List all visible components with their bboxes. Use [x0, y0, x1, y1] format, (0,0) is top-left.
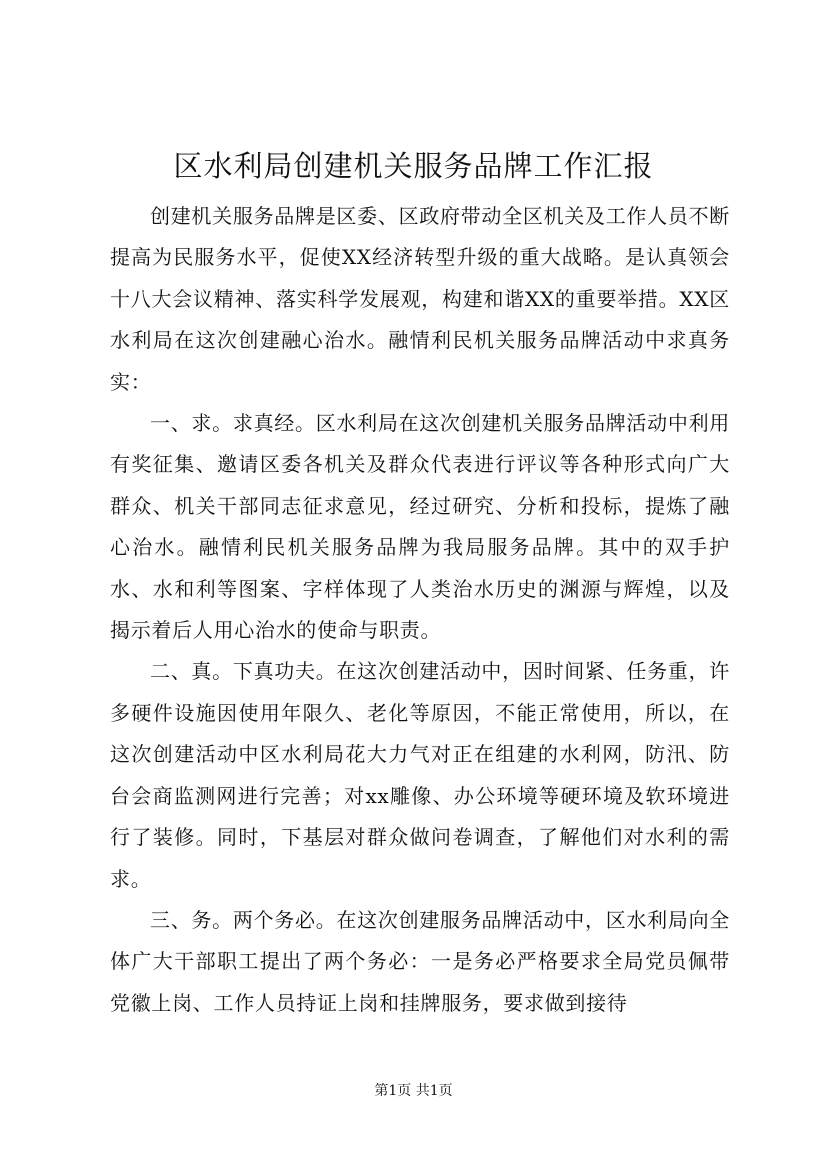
- document-title: 区水利局创建机关服务品牌工作汇报: [173, 149, 654, 183]
- paragraph-section-2: 二、真。下真功夫。在这次创建活动中，因时间紧、任务重，许多硬件设施因使用年限久、老化等原因，不能正常使用，所以，在这次创建活动中区水利局花大力气对正在组建的水利网，防汛、防台会商监测网进行完善；对xx雕像、办公环境等硬环境及软环境进行了装修。同时，下基层对群众做问卷调查，了解他们对水利的需求。: [110, 659, 730, 891]
- paragraph-intro: 创建机关服务品牌是区委、区政府带动全区机关及工作人员不断提高为民服务水平，促使XX经济转型升级的重大战略。是认真领会十八大会议精神、落实科学发展观，构建和谐XX的重要举措。XX区水利局在这次创建融心治水。融情利民机关服务品牌活动中求真务实：: [110, 204, 730, 394]
- paragraph-section-1: 一、求。求真经。区水利局在这次创建机关服务品牌活动中利用有奖征集、邀请区委各机关及群众代表进行评议等各种形式向广大群众、机关干部同志征求意见，经过研究、分析和投标，提炼了融心治水。融情利民机关服务品牌为我局服务品牌。其中的双手护水、水和利等图案、字样体现了人类治水历史的渊源与辉煌，以及揭示着后人用心治水的使命与职责。: [110, 411, 730, 643]
- document-body: [110, 196, 730, 1024]
- paragraph-section-3: 三、务。两个务必。在这次创建服务品牌活动中，区水利局向全体广大干部职工提出了两个务必：一是务必严格要求全局党员佩带党徽上岗、工作人员持证上岗和挂牌服务，要求做到接待: [110, 907, 730, 1015]
- page-number-footer: 第1页 共1页: [374, 1083, 453, 1099]
